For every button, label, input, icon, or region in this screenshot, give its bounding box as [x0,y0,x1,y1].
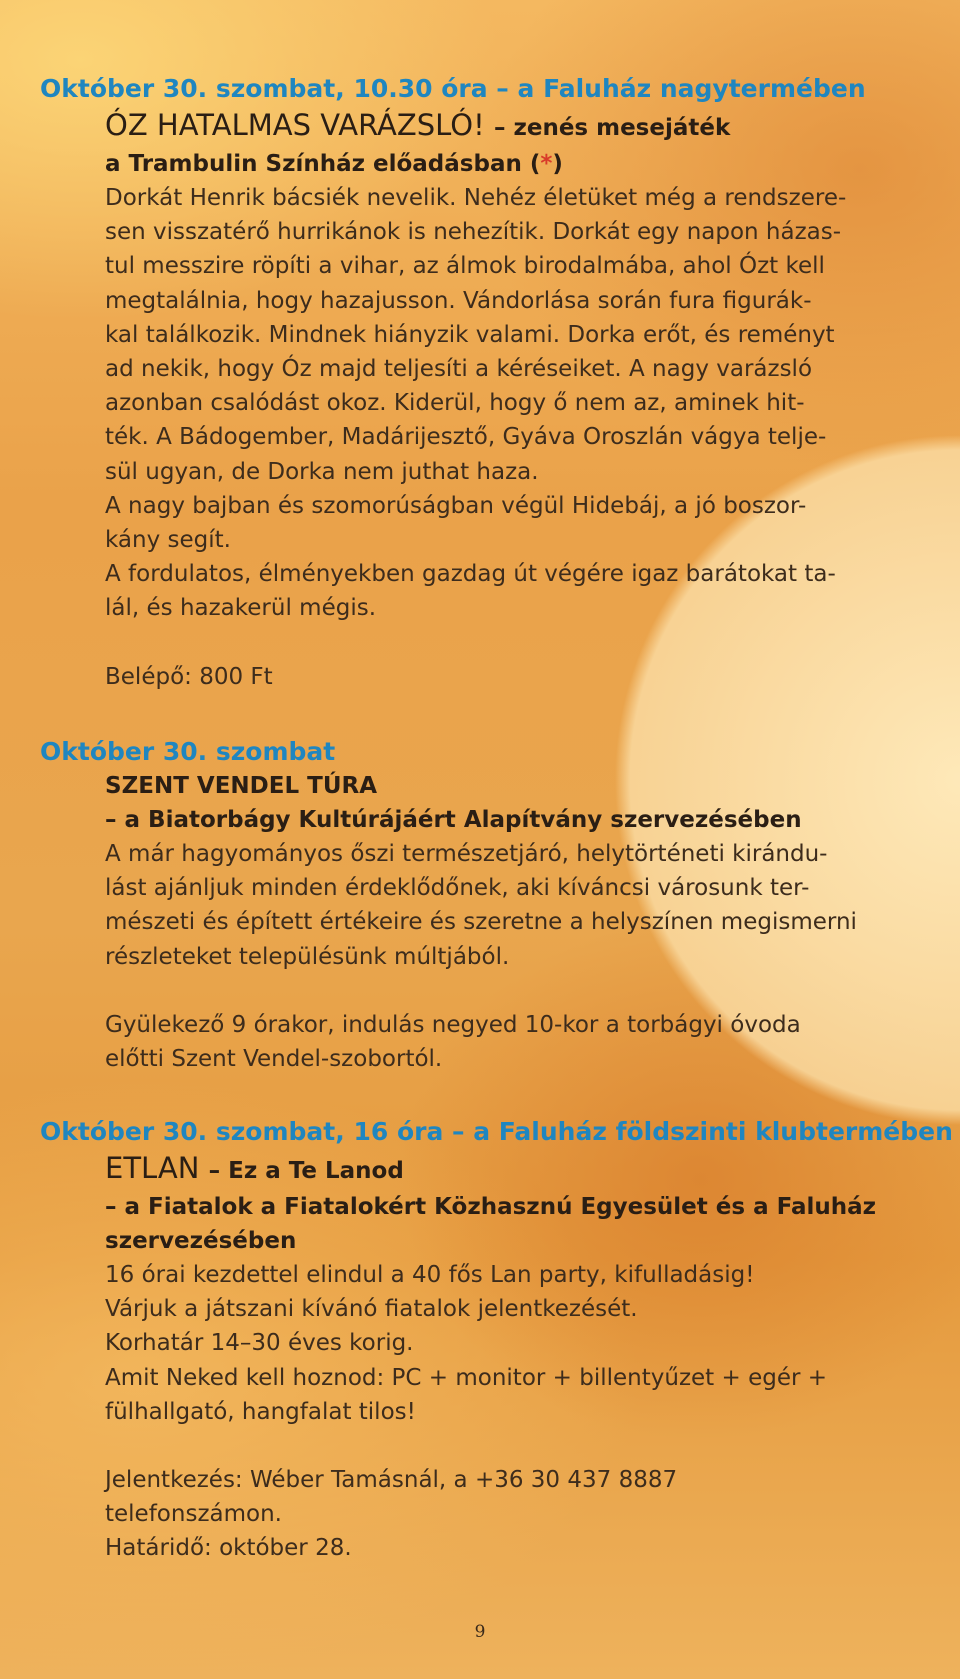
event-title: SZENT VENDEL TÚRA [105,773,378,799]
event-title-suffix: – zenés mesejáték [493,115,731,141]
meeting-line: Gyülekező 9 órakor, indulás negyed 10-kor a torbágyi óvoda [105,1011,801,1038]
contact-line: telefonszámon. [105,1501,282,1528]
event-date: Október 30. szombat, 16 óra – a Faluház földszinti klubtermében [40,1117,953,1146]
subtitle-close: ) [552,151,563,177]
event-subtitle-line: – a Fiatalok a Fiatalokért Közhasznú Egyesület és a Faluház [105,1194,877,1220]
description-line: A fordulatos, élményekben gazdag út végére igaz barátokat ta- [105,561,836,588]
event-title-main: ETLAN [105,1151,200,1185]
asterisk-mark: * [540,151,553,177]
contact-line: Jelentkezés: Wéber Tamásnál, a +36 30 437 8887 [105,1467,678,1494]
description-line: Dorkát Henrik bácsiék nevelik. Nehéz életüket még a rendszere- [105,185,847,211]
event-oz [40,72,920,694]
event-subtitle-line: szervezésében [105,1228,297,1254]
description-line: fülhallgató, hangfalat tilos! [105,1398,416,1425]
event-szent-vendel [40,735,920,1076]
description-line: tul messzire röpíti a vihar, az álmok birodalmába, ahol Ózt kell [105,253,825,280]
description-line: lál, és hazakerül mégis. [105,595,377,622]
description-line: kány segít. [105,527,231,554]
description-line: ték. A Bádogember, Madárijesztő, Gyáva Oroszlán vágya telje- [105,424,827,451]
event-description [105,181,925,694]
event-title [105,106,925,147]
event-date: Október 30. szombat, 10.30 óra – a Faluház nagytermében [40,74,866,103]
event-title-main: ÓZ HATALMAS VARÁZSLÓ! [105,108,485,142]
event-subtitle [105,147,925,181]
description-line: 16 órai kezdettel elindul a 40 fős Lan party, kifulladásig! [105,1262,755,1288]
event-date: Október 30. szombat [40,737,336,766]
description-line: ad nekik, hogy Óz majd teljesíti a kéréseiket. A nagy varázsló [105,356,813,383]
event-etlan [40,1115,953,1566]
event-title [105,1149,925,1190]
page-number: 9 [474,1622,486,1642]
event-description [105,837,925,1076]
subtitle-text: a Trambulin Színház előadásban ( [105,151,541,177]
event-subtitle: – a Biatorbágy Kultúrájáért Alapítvány szervezésében [105,807,802,833]
description-line: A már hagyományos őszi természetjáró, helytörténeti kirándu- [105,841,828,867]
description-line: mészeti és épített értékeire és szeretne a helyszínen megismerni [105,909,857,936]
description-line: Amit Neked kell hoznod: PC + monitor + billentyűzet + egér + [105,1364,828,1391]
description-line: A nagy bajban és szomorúságban végül Hidebáj, a jó boszor- [105,492,807,519]
event-price: Belépő: 800 Ft [105,663,273,690]
description-line: megtalálnia, hogy hazajusson. Vándorlása során fura figurák- [105,287,812,314]
description-line: részleteket településünk múltjából. [105,943,510,970]
description-line: azonban csalódást okoz. Kiderül, hogy ő nem az, aminek hit- [105,390,805,417]
description-line: kal találkozik. Mindnek hiányzik valami. Dorka erőt, és reményt [105,321,835,348]
description-line: sül ugyan, de Dorka nem juthat haza. [105,458,539,485]
description-line: sen visszatérő hurrikánok is nehezítik. Dorkát egy napon házas- [105,219,842,246]
meeting-line: előtti Szent Vendel-szobortól. [105,1046,443,1073]
description-line: lást ajánljuk minden érdeklődőnek, aki kíváncsi városunk ter- [105,875,810,902]
contact-line: Határidő: október 28. [105,1535,352,1562]
description-line: Várjuk a játszani kívánó fiatalok jelentkezését. [105,1296,638,1323]
event-title-suffix: – Ez a Te Lanod [208,1158,404,1184]
event-description [105,1258,925,1566]
description-line: Korhatár 14–30 éves korig. [105,1330,414,1357]
